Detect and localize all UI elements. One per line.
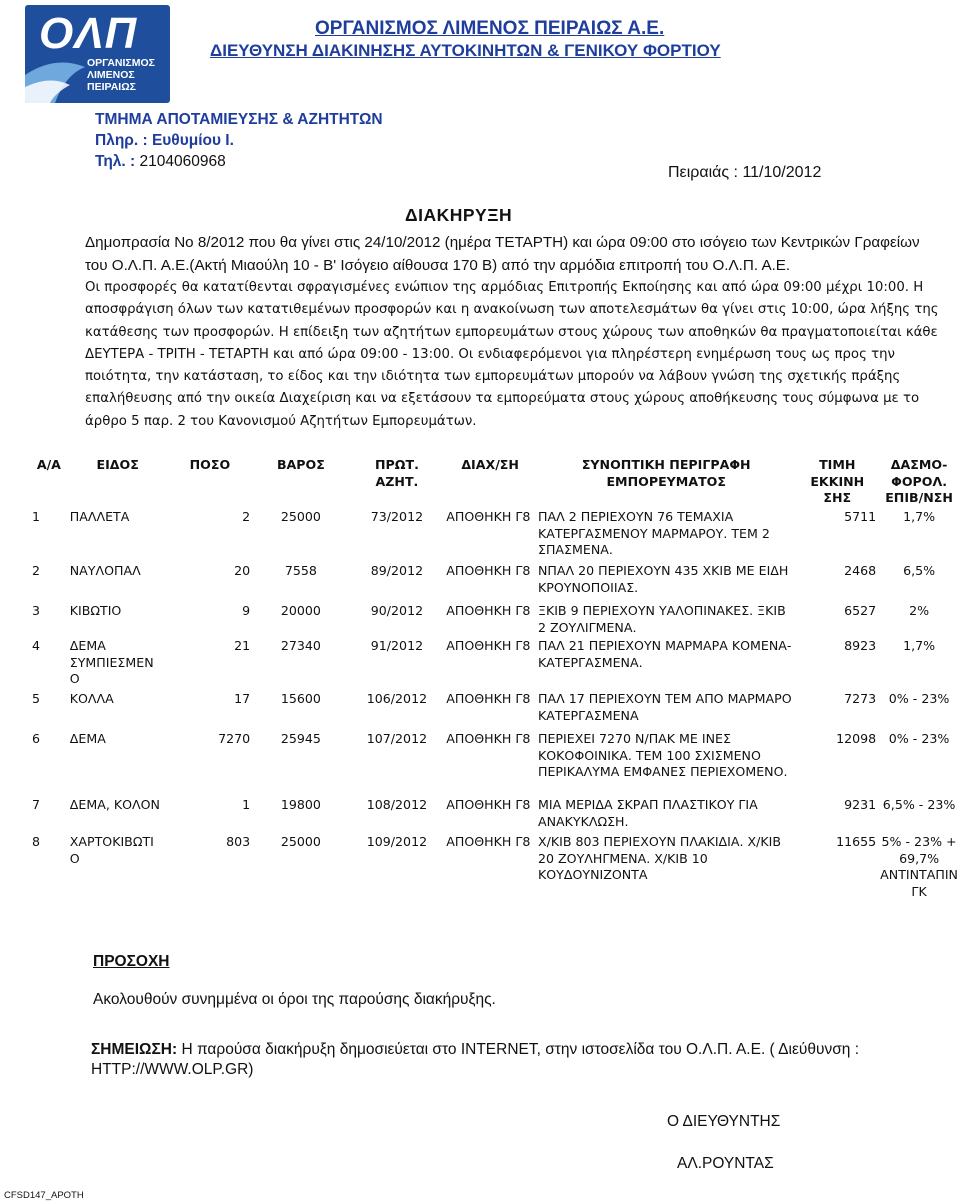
cell-desc: Χ/ΚΙΒ 803 ΠΕΡΙΕΧΟΥΝ ΠΛΑΚΙΔΙΑ. Χ/ΚΙΒ 20 ΖΟΥΛΗΓΜΕΝΑ. Χ/ΚΙΒ 10 ΚΟΥΔΟΥΝΙΖΟΝΤΑ (538, 834, 781, 882)
department-name: ΤΜΗΜΑ ΑΠΟΤΑΜΙΕΥΣΗΣ & ΑΖΗΤΗΤΩΝ (95, 111, 383, 128)
table-row (30, 797, 960, 834)
document-date: Πειραιάς : 11/10/2012 (668, 164, 822, 181)
cell-qty: 17 (234, 691, 251, 706)
cell-item: ΚΟΛΛΑ (69, 691, 114, 706)
cell-qty: 7270 (218, 731, 251, 746)
document-code: CFSD147_APOTH (4, 1190, 84, 1201)
cell-desc: ΠΑΛ 17 ΠΕΡΙΕΧΟΥΝ ΤΕΜ ΑΠΟ ΜΑΡΜΑΡΟ ΚΑΤΕΡΓΑΣΜΕΝΑ (538, 691, 792, 723)
cell-duty: 1,7% (903, 638, 936, 653)
logo-subtitle (87, 57, 167, 93)
logo-line-2: ΛΙΜΕΝΟΣ (87, 69, 135, 81)
cell-item: ΝΑΥΛΟΠΑΛ (69, 563, 141, 578)
olp-logo (25, 5, 170, 103)
col-header-duty: ΔΑΣΜΟ-ΦΟΡΟΛ. ΕΠΙΒ/ΝΣΗ (885, 457, 953, 505)
cell-aa: 6 (32, 731, 41, 746)
follow-text: Ακολουθούν συνημμένα οι όροι της παρούσης διακήρυξης. (93, 991, 496, 1008)
cell-aa: 5 (32, 691, 41, 706)
cell-store: ΑΠΟΘΗΚΗ Γ8 (446, 509, 531, 524)
cell-qty: 21 (234, 638, 251, 653)
cell-store: ΑΠΟΘΗΚΗ Γ8 (446, 797, 531, 812)
cell-store: ΑΠΟΘΗΚΗ Γ8 (446, 731, 531, 746)
cell-weight: 7558 (284, 563, 317, 578)
cell-weight: 19800 (280, 797, 321, 812)
cell-aa: 2 (32, 563, 41, 578)
cell-price: 12098 (836, 731, 877, 746)
cell-qty: 20 (234, 563, 251, 578)
table-row (30, 563, 960, 603)
cell-desc: ΠΕΡΙΕΧΕΙ 7270 Ν/ΠΑΚ ΜΕ ΙΝΕΣ ΚΟΚΟΦΟΙΝΙΚΑ. ΤΕΜ 100 ΣΧΙΣΜΕΝΟ ΠΕΡΙΚΑΛΥΜΑ ΕΜΦΑΝΕΣ ΠΕΡΙΕΧΟΜΕΝΟ. (538, 731, 788, 779)
cell-duty: 1,7% (903, 509, 936, 524)
cell-item: ΚΙΒΩΤΙΟ (69, 603, 122, 618)
col-header-price: ΤΙΜΗ ΕΚΚΙΝΗ ΣΗΣ (810, 457, 865, 505)
cell-ref: 90/2012 (370, 603, 424, 618)
goods-table (30, 455, 960, 900)
col-header-weight: ΒΑΡΟΣ (276, 457, 325, 472)
phone-label: Τηλ. : (95, 153, 136, 170)
cell-ref: 89/2012 (370, 563, 424, 578)
cell-ref: 73/2012 (370, 509, 424, 524)
table-row (30, 509, 960, 563)
cell-item: ΧΑΡΤΟΚΙΒΩΤΙ Ο (69, 834, 154, 866)
col-header-aa: Α/Α (36, 457, 61, 472)
cell-weight: 25000 (280, 834, 321, 849)
cell-qty: 9 (242, 603, 251, 618)
org-subtitle: ΔΙΕΥΘΥΝΣΗ ΔΙΑΚΙΝΗΣΗΣ ΑΥΤΟΚΙΝΗΤΩΝ & ΓΕΝΙΚΟΥ ΦΟΡΤΙΟΥ (210, 41, 721, 60)
cell-aa: 1 (32, 509, 41, 524)
logo-line-3: ΠΕΙΡΑΙΩΣ (87, 81, 136, 93)
cell-ref: 91/2012 (370, 638, 424, 653)
cell-duty: 0% - 23% (888, 731, 950, 746)
cell-weight: 15600 (280, 691, 321, 706)
cell-price: 9231 (844, 797, 877, 812)
cell-ref: 106/2012 (366, 691, 428, 706)
table-row (30, 834, 960, 900)
phone-line (95, 153, 226, 171)
cell-duty: 6,5% - 23% (882, 797, 956, 812)
cell-item: ΔΕΜΑ (69, 731, 106, 746)
contact-person: Πληρ. : Ευθυμίου Ι. (95, 132, 234, 149)
cell-ref: 107/2012 (366, 731, 428, 746)
cell-duty: 5% - 23% + 69,7% ΑΝΤΙΝΤΑΠΙΝ ΓΚ (880, 834, 958, 899)
cell-item: ΠΑΛΛΕΤΑ (69, 509, 130, 524)
table-row (30, 691, 960, 731)
cell-aa: 8 (32, 834, 41, 849)
phone-number: 2104060968 (139, 153, 226, 170)
note-label: ΣΗΜΕΙΩΣΗ: (91, 1041, 178, 1058)
col-header-desc: ΣΥΝΟΠΤΙΚΗ ΠΕΡΙΓΡΑΦΗ ΕΜΠΟΡΕΥΜΑΤΟΣ (581, 457, 751, 489)
cell-price: 6527 (844, 603, 877, 618)
attention-heading: ΠΡΟΣΟΧΗ (93, 953, 170, 970)
notice-paragraph-2: Οι προσφορές θα κατατίθενται σφραγισμένες ενώπιον της αρμόδιας Επιτροπής Εκποίησης και από ώρα 09:00 μέχρι 10:00. Η αποσφράγιση όλων των κατατιθεμένων προσφορών και η ανακοίνωση των αποτελεσμάτων θα γίνει στις 10:00, ώρα λήξης της κατάθεσης των προσφορών. Η επίδειξη των αζητήτων εμπορευμάτων στους χώρους των αποθηκών θα πραγματοποιείται κάθε ΔΕΥΤΕΡΑ - ΤΡΙΤΗ - ΤΕΤΑΡΤΗ και από ώρα 09:00 - 13:00. Οι ενδιαφερόμενοι για πληρέστερη ενημέρωση τους ως προς την ποιότητα, την κατάσταση, το είδος και την ιδιότητα των εμπορευμάτων μπορούν να λάβουν γνώση της σχετικής πράξης επαλήθευσης από την οικεία Διαχείριση και να εξετάσουν τα εμπορεύματα στους χώρους αποθήκευσης τους σύμφωνα με το άρθρο 5 παρ. 2 του Κανονισμού Αζητήτων Εμπορευμάτων. (85, 280, 939, 429)
cell-weight: 27340 (280, 638, 321, 653)
cell-price: 2468 (844, 563, 877, 578)
cell-weight: 25945 (280, 731, 321, 746)
cell-weight: 25000 (280, 509, 321, 524)
table-row (30, 731, 960, 797)
cell-store: ΑΠΟΘΗΚΗ Γ8 (446, 563, 531, 578)
cell-desc: ΞΚΙΒ 9 ΠΕΡΙΕΧΟΥΝ ΥΑΛΟΠΙΝΑΚΕΣ. ΞΚΙΒ 2 ΖΟΥΛΙΓΜΕΝΑ. (538, 603, 786, 635)
cell-item: ΔΕΜΑ, ΚΟΛΟΝ (69, 797, 160, 812)
signature-name: ΑΛ.ΡΟΥΝΤΑΣ (677, 1155, 774, 1172)
cell-price: 5711 (844, 509, 877, 524)
org-title: ΟΡΓΑΝΙΣΜΟΣ ΛΙΜΕΝΟΣ ΠΕΙΡΑΙΩΣ Α.Ε. (315, 18, 665, 39)
note-text: Η παρούσα διακήρυξη δημοσιεύεται στο INTERNET, στην ιστοσελίδα του Ο.Λ.Π. Α.Ε. ( Διεύθυνση : HTTP://WWW.OLP.GR) (91, 1041, 859, 1078)
col-header-item: ΕΙΔΟΣ (96, 457, 139, 472)
cell-price: 7273 (844, 691, 877, 706)
cell-qty: 803 (226, 834, 251, 849)
notice-heading: ΔΙΑΚΗΡΥΞΗ (405, 205, 513, 225)
cell-aa: 4 (32, 638, 41, 653)
logo-line-1: ΟΡΓΑΝΙΣΜΟΣ (87, 57, 155, 69)
cell-price: 11655 (836, 834, 877, 849)
cell-store: ΑΠΟΘΗΚΗ Γ8 (446, 603, 531, 618)
cell-desc: ΜΙΑ ΜΕΡΙΔΑ ΣΚΡΑΠ ΠΛΑΣΤΙΚΟΥ ΓΙΑ ΑΝΑΚΥΚΛΩΣΗ. (538, 797, 758, 829)
col-header-qty: ΠΟΣΟ (189, 457, 231, 472)
internet-note (91, 1040, 941, 1080)
cell-duty: 6,5% (903, 563, 936, 578)
cell-item: ΔΕΜΑ ΣΥΜΠΙΕΣΜΕΝ Ο (69, 638, 154, 686)
cell-aa: 7 (32, 797, 41, 812)
cell-weight: 20000 (280, 603, 321, 618)
cell-desc: ΝΠΑΛ 20 ΠΕΡΙΕΧΟΥΝ 435 ΧΚΙΒ ΜΕ ΕΙΔΗ ΚΡΟΥΝΟΠΟΙΙΑΣ. (538, 563, 789, 595)
cell-qty: 1 (242, 797, 251, 812)
signature-title: Ο ΔΙΕΥΘΥΝΤΗΣ (667, 1113, 781, 1130)
cell-duty: 2% (909, 603, 930, 618)
cell-store: ΑΠΟΘΗΚΗ Γ8 (446, 834, 531, 849)
cell-store: ΑΠΟΘΗΚΗ Γ8 (446, 691, 531, 706)
cell-aa: 3 (32, 603, 41, 618)
cell-store: ΑΠΟΘΗΚΗ Γ8 (446, 638, 531, 653)
col-header-ref: ΠΡΩΤ. ΑΖΗΤ. (375, 457, 419, 489)
logo-wordmark: ΟΛΠ (39, 9, 138, 58)
cell-desc: ΠΑΛ 21 ΠΕΡΙΕΧΟΥΝ ΜΑΡΜΑΡΑ ΚΟΜΕΝΑ-ΚΑΤΕΡΓΑΣΜΕΝΑ. (538, 638, 792, 670)
table-row (30, 603, 960, 638)
cell-ref: 109/2012 (366, 834, 428, 849)
col-header-store: ΔΙΑΧ/ΣΗ (461, 457, 519, 472)
table-header-row (30, 455, 960, 509)
table-row (30, 638, 960, 691)
notice-paragraph-1: Δημοπρασία Νο 8/2012 που θα γίνει στις 24/10/2012 (ημέρα ΤΕΤΑΡΤΗ) και ώρα 09:00 στο ισόγειο των Κεντρικών Γραφείων του Ο.Λ.Π. Α.Ε.(Ακτή Μιαούλη 10 - Β' Ισόγειο αίθουσα 170 Β) από την αρμόδια επιτροπή του Ο.Λ.Π. Α.Ε. (85, 234, 920, 274)
cell-ref: 108/2012 (366, 797, 428, 812)
cell-price: 8923 (844, 638, 877, 653)
cell-duty: 0% - 23% (888, 691, 950, 706)
cell-desc: ΠΑΛ 2 ΠΕΡΙΕΧΟΥΝ 76 ΤΕΜΑΧΙΑ ΚΑΤΕΡΓΑΣΜΕΝΟΥ ΜΑΡΜΑΡΟΥ. ΤΕΜ 2 ΣΠΑΣΜΕΝΑ. (538, 509, 770, 557)
cell-qty: 2 (242, 509, 251, 524)
